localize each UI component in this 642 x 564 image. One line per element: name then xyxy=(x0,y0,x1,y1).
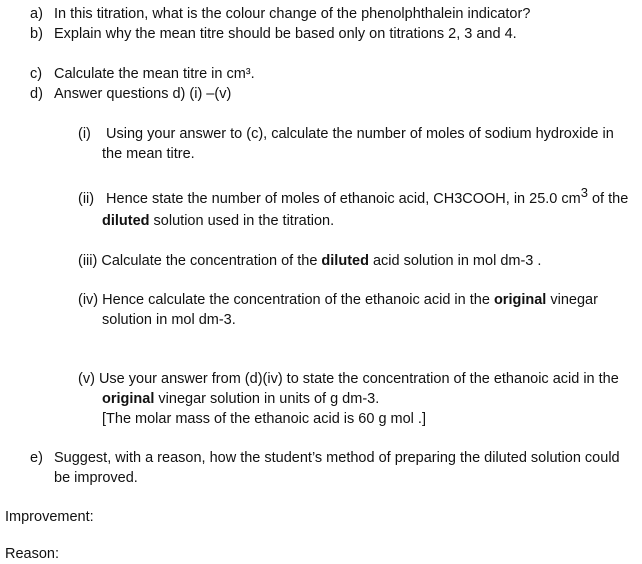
subpart-ii-superscript: 3 xyxy=(580,185,588,200)
question-c-text: Calculate the mean titre in cm³. xyxy=(54,66,255,82)
question-e-line1: Suggest, with a reason, how the student’s method of preparing the diluted solution could xyxy=(54,450,620,466)
subpart-iv-line2: solution in mol dm-3. xyxy=(102,312,236,328)
subpart-ii-label: (ii) xyxy=(78,191,95,207)
subpart-v-line2-rest: vinegar solution in units of g dm-3. xyxy=(154,391,380,407)
subpart-v-line1: Use your answer from (d)(iv) to state the concentration of the ethanoic acid in the xyxy=(98,371,619,387)
question-a-text: In this titration, what is the colour change of the phenolphthalein indicator? xyxy=(54,6,531,22)
question-b xyxy=(30,24,517,44)
subpart-iv-line1-pre: Hence calculate the concentration of the ethanoic acid in the xyxy=(102,292,494,308)
improvement-label: Improvement: xyxy=(5,509,94,525)
question-d xyxy=(30,84,231,104)
question-d-text: Answer questions d) (i) –(v) xyxy=(54,86,232,102)
subpart-ii-line2-rest: solution used in the titration. xyxy=(149,213,335,229)
subpart-v-line3: [The molar mass of the ethanoic acid is 60 g mol .] xyxy=(102,411,426,427)
subpart-iv-bold: original xyxy=(493,292,547,308)
subpart-ii-line1-pre: Hence state the number of moles of ethanoic acid, CH3COOH, in 25.0 cm xyxy=(106,191,581,207)
subpart-iv-line1-post: vinegar xyxy=(546,292,598,308)
question-c-label: c) xyxy=(30,66,43,82)
reason-label: Reason: xyxy=(5,546,60,562)
subpart-ii-line1-post: of the xyxy=(587,191,629,207)
question-e-line2: be improved. xyxy=(54,470,138,486)
subpart-iii xyxy=(78,251,541,271)
subpart-i xyxy=(78,124,636,164)
question-a xyxy=(30,4,530,24)
subpart-ii-bold: diluted xyxy=(102,213,150,229)
subpart-v xyxy=(78,369,636,429)
subpart-iv xyxy=(78,290,636,330)
question-b-text: Explain why the mean titre should be based only on titrations 2, 3 and 4. xyxy=(54,26,517,42)
subpart-iii-post: acid solution in mol dm-3 . xyxy=(368,253,542,269)
question-c xyxy=(30,64,255,84)
question-e xyxy=(30,448,636,488)
subpart-iii-label: (iii) xyxy=(78,253,98,269)
subpart-i-line1: Using your answer to (c), calculate the number of moles of sodium hydroxide in xyxy=(106,126,614,142)
subpart-iii-bold: diluted xyxy=(321,253,369,269)
subpart-i-line2: the mean titre. xyxy=(102,146,195,162)
question-d-label: d) xyxy=(30,86,43,102)
subpart-iv-label: (iv) xyxy=(78,292,99,308)
subpart-i-label: (i) xyxy=(78,126,91,142)
question-a-label: a) xyxy=(30,6,43,22)
subpart-iii-pre: Calculate the concentration of the xyxy=(101,253,322,269)
question-e-label: e) xyxy=(30,450,43,466)
subpart-v-label: (v) xyxy=(78,371,95,387)
subpart-ii xyxy=(78,185,636,231)
subpart-v-bold: original xyxy=(102,391,155,407)
question-b-label: b) xyxy=(30,26,43,42)
